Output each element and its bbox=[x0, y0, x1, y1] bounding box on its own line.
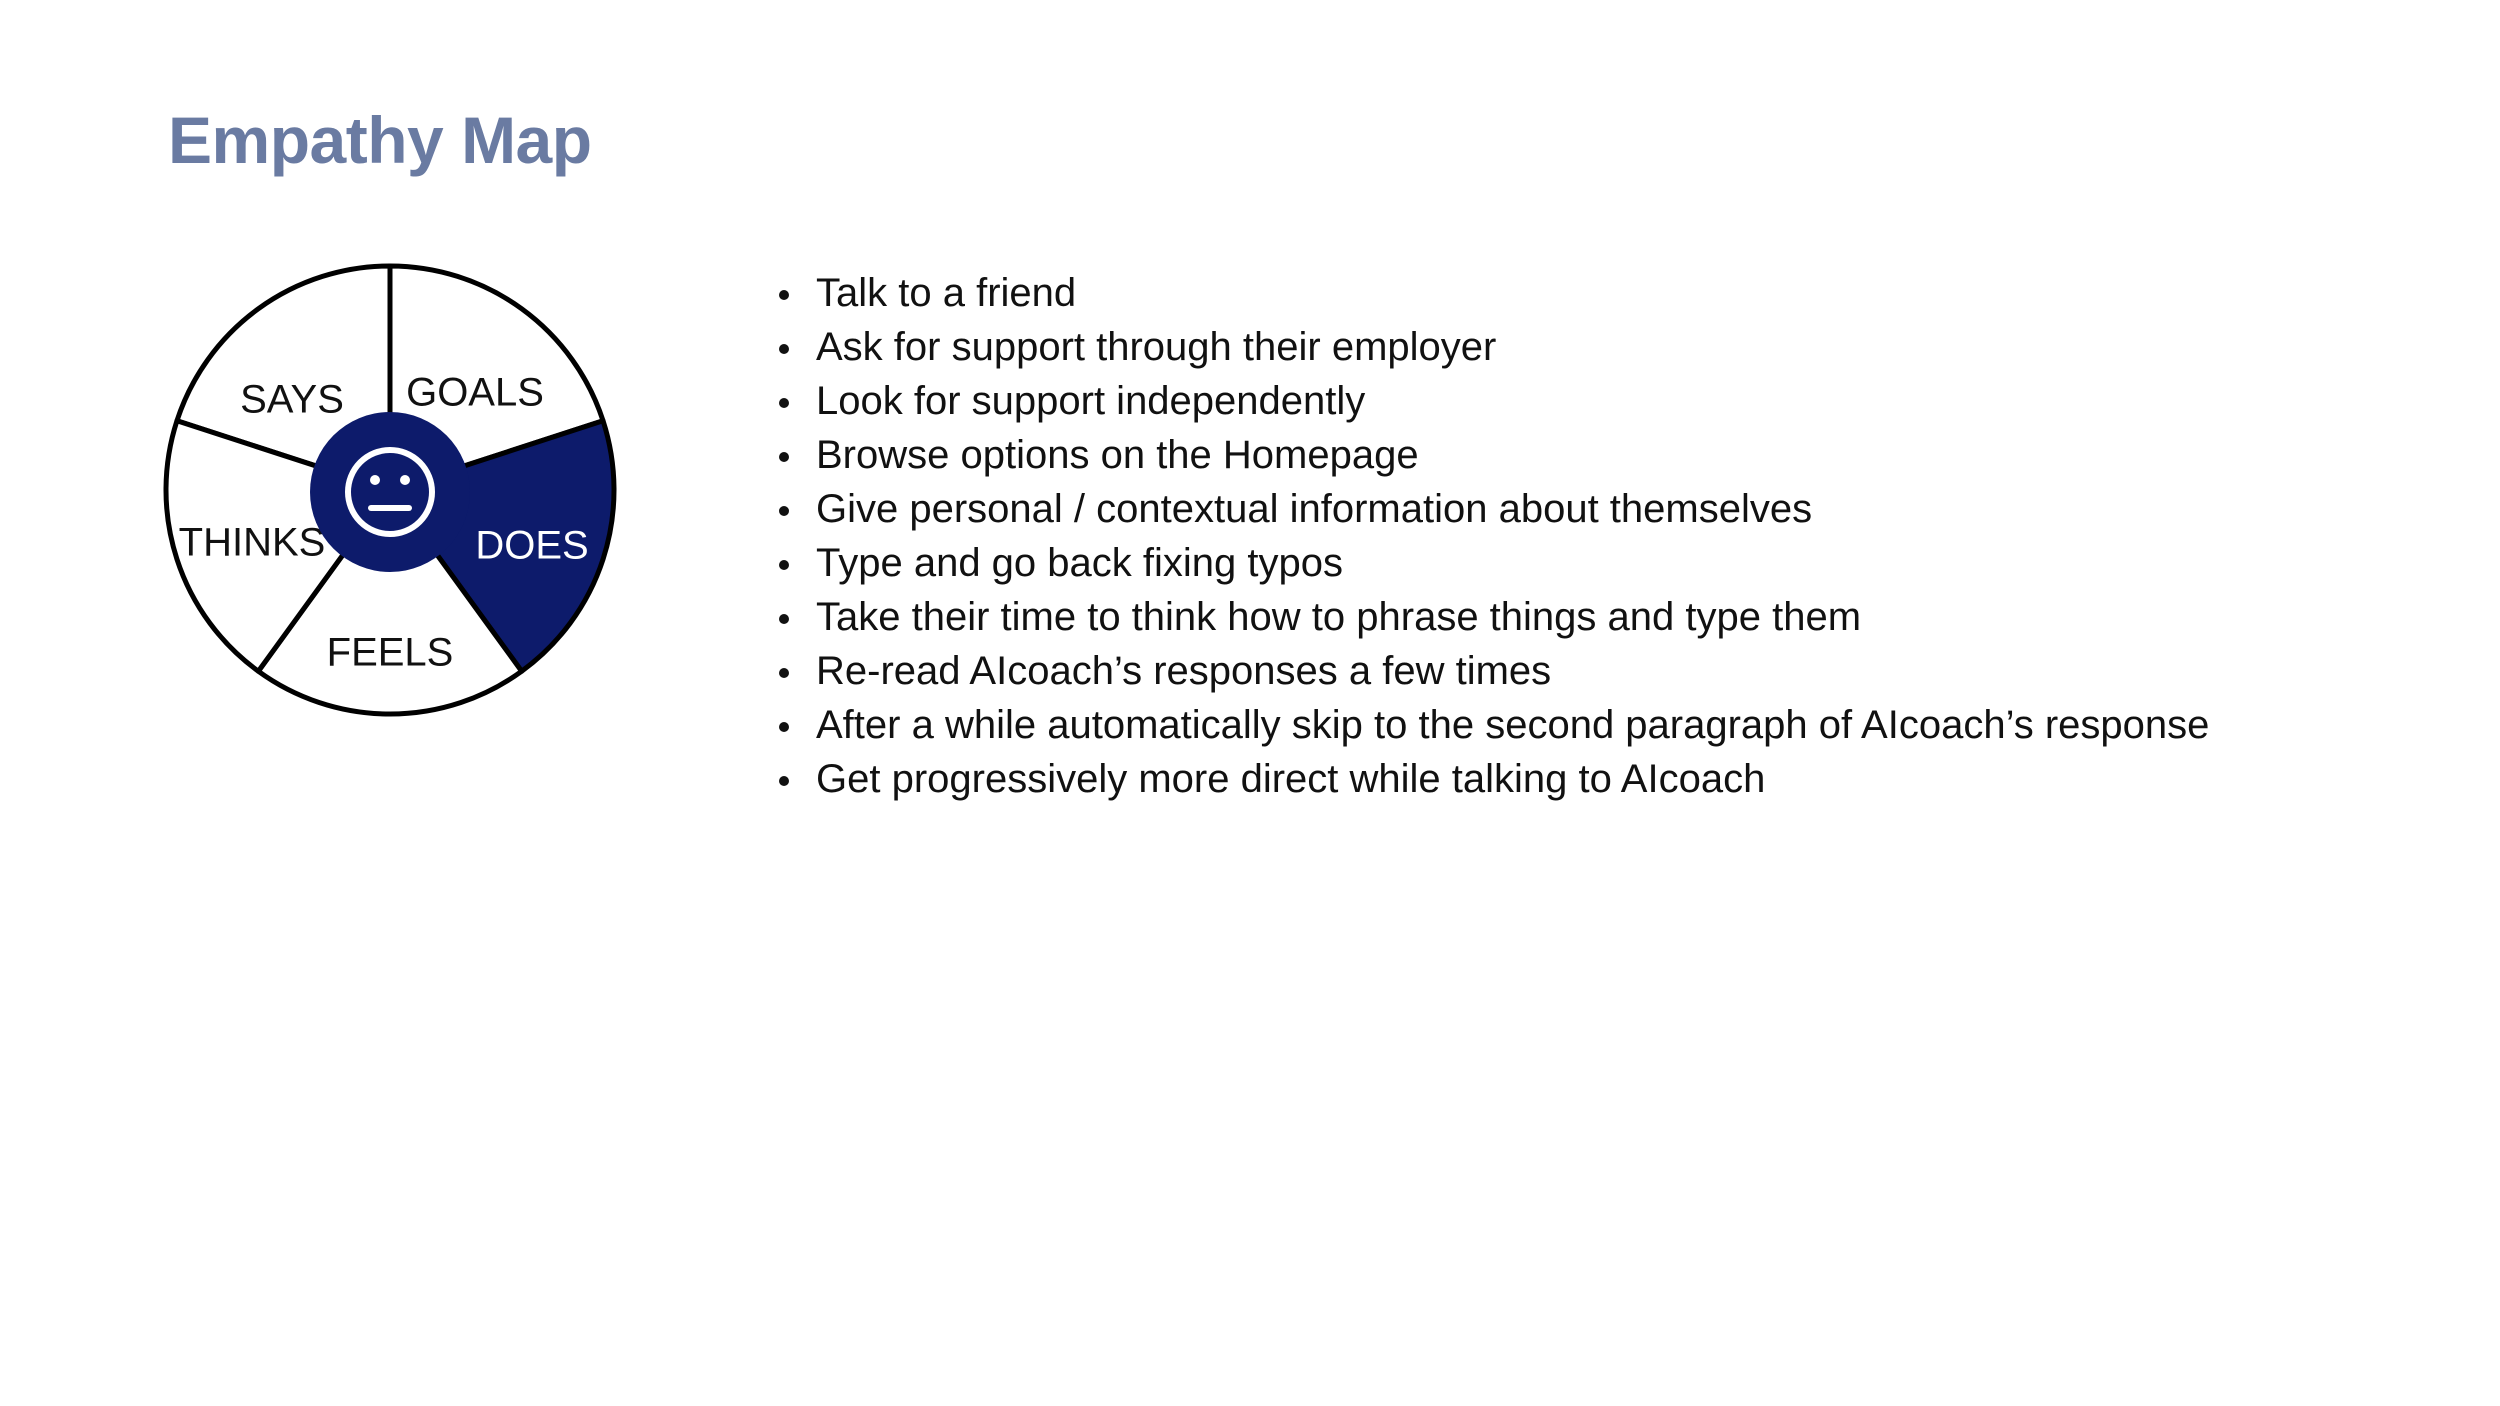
segment-label-goals: GOALS bbox=[406, 370, 544, 415]
list-item: Type and go back fixing typos bbox=[776, 536, 2209, 590]
page-title: Empathy Map bbox=[168, 103, 592, 177]
list-item: Talk to a friend bbox=[776, 266, 2209, 320]
does-item-list bbox=[776, 266, 2209, 806]
list-item: Take their time to think how to phrase things and type them bbox=[776, 590, 2209, 644]
list-item: Browse options on the Homepage bbox=[776, 428, 2209, 482]
segment-label-says: SAYS bbox=[240, 377, 344, 422]
center-circle bbox=[310, 412, 470, 572]
segment-label-does: DOES bbox=[475, 523, 589, 568]
list-item: After a while automatically skip to the second paragraph of AIcoach’s response bbox=[776, 698, 2209, 752]
segment-label-feels: FEELS bbox=[326, 630, 454, 675]
list-item: Look for support independently bbox=[776, 374, 2209, 428]
list-item: Re-read AIcoach’s responses a few times bbox=[776, 644, 2209, 698]
list-item: Give personal / contextual information about themselves bbox=[776, 482, 2209, 536]
list-item: Get progressively more direct while talking to AIcoach bbox=[776, 752, 2209, 806]
list-item: Ask for support through their employer bbox=[776, 320, 2209, 374]
segment-label-thinks: THINKS bbox=[178, 520, 326, 565]
empathy-map-wheel bbox=[160, 260, 620, 720]
